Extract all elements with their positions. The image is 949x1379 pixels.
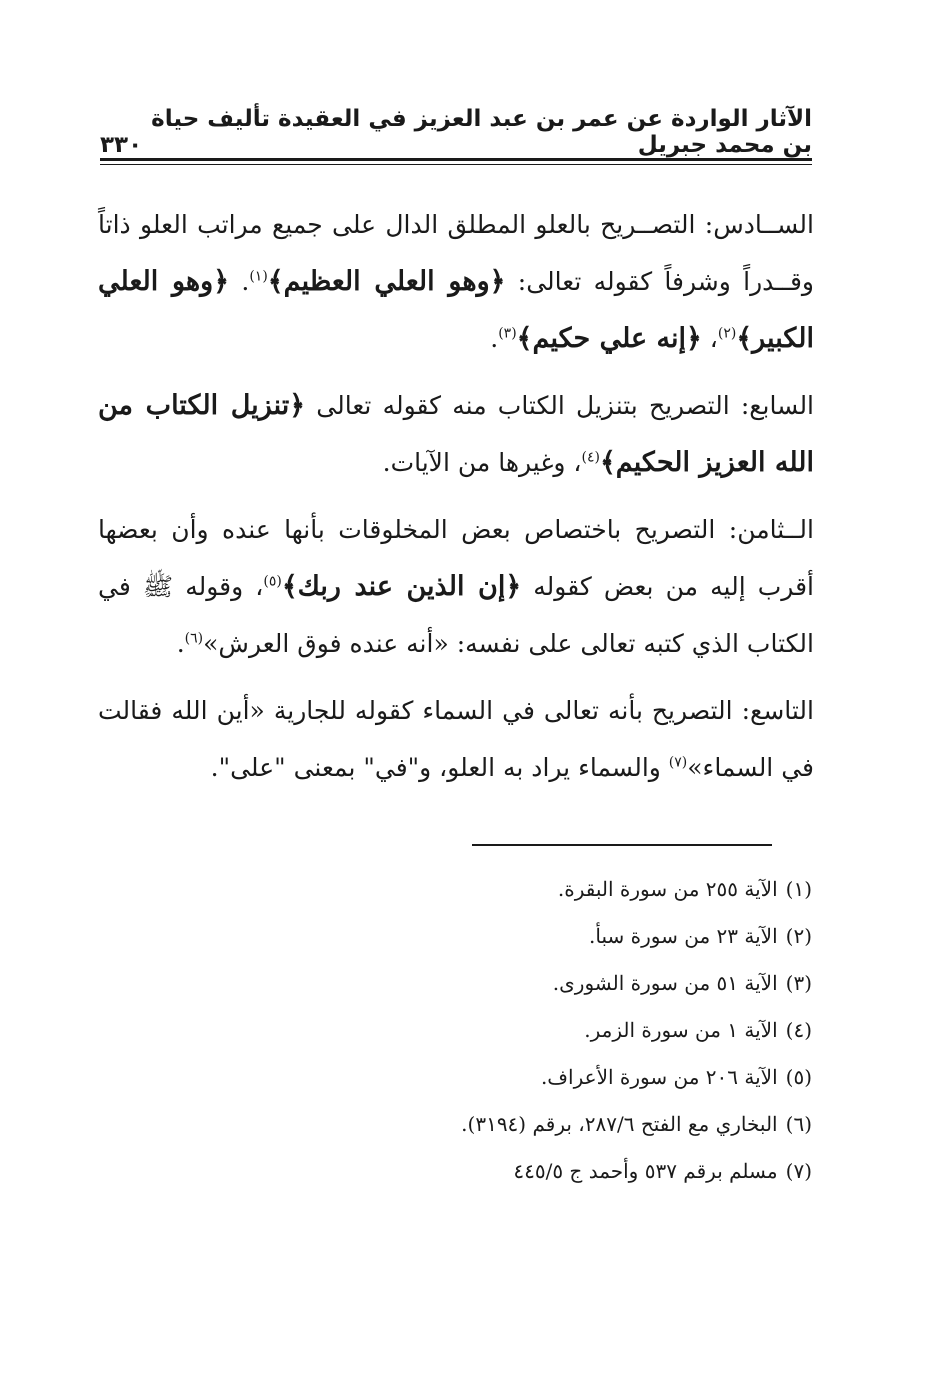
footnotes-list [98, 866, 812, 1195]
paragraph-text: السابع: التصريح بتنزيل الكتاب منه كقوله تعالى [305, 391, 815, 420]
paragraph-text: ، وغيرها من الآيات. [382, 448, 582, 477]
header-title: الآثار الواردة عن عمر بن عبد العزيز في العقيدة تأليف حياة بن محمد جبريل [151, 106, 812, 158]
footnote-number: (٢) [785, 924, 812, 948]
footnote-number: (٥) [785, 1065, 812, 1089]
running-header [100, 106, 812, 158]
footnote-number: (٦) [785, 1112, 812, 1136]
quran-quote: ﴿تنزيل الكتاب من الله العزيز الحكيم﴾ [98, 390, 814, 478]
paragraph-eighth [98, 501, 814, 672]
footnote-number: (٧) [785, 1159, 812, 1183]
footnote-number: (١) [785, 877, 812, 901]
quran-quote: ﴿إنه علي حكيم﴾ [516, 323, 702, 354]
header-rule-thick [100, 158, 812, 161]
footnote-item [98, 960, 812, 1007]
paragraph-seventh [98, 377, 814, 491]
footnote-item [98, 866, 812, 913]
quran-quote: ﴿وهو العلي العظيم﴾ [267, 266, 506, 297]
footnote-text: الآية ٢٣ من سورة سبأ. [589, 924, 778, 948]
header-rule-thin [100, 164, 812, 165]
footnote-item [98, 1007, 812, 1054]
quran-quote: ﴿وهو العلي الكبير﴾ [98, 266, 814, 354]
footnote-item [98, 1054, 812, 1101]
paragraph-text: . [176, 629, 185, 658]
paragraph-text: والسماء يراد به العلو، و"في" بمعنى "على". [210, 753, 669, 782]
paragraph-text: الســادس: التصــريح بالعلو المطلق الدال على جميع مراتب العلو ذاتاً وقــدراً وشرفاً كقوله تعالى: [98, 210, 814, 296]
paragraph-text: ، [701, 324, 718, 353]
footnote-ref: (٣) [498, 325, 517, 342]
footnote-number: (٤) [785, 1018, 812, 1042]
footnote-item [98, 1101, 812, 1148]
main-text [98, 196, 814, 796]
paragraph-text: . [229, 267, 250, 296]
footnote-ref: (٦) [184, 630, 204, 647]
paragraph-text: الــثامن: التصريح باختصاص بعض المخلوقات بأنها عنده وأن بعضها أقرب إليه من بعض كقوله [98, 515, 814, 601]
footnote-item [98, 913, 812, 960]
page-number: ٣٣٠ [100, 132, 143, 158]
paragraph-sixth [98, 196, 814, 367]
paragraph-text: . [490, 324, 499, 353]
paragraph-text: التاسع: التصريح بأنه تعالى في السماء كقوله للجارية «أين الله فقالت في السماء» [98, 696, 814, 782]
footnote-ref: (٤) [581, 449, 600, 466]
footnote-item [98, 1148, 812, 1195]
footnote-text: الآية ١ من سورة الزمر. [584, 1018, 778, 1042]
paragraph-text: ، وقوله ﷺ في الكتاب الذي كتبه تعالى على نفسه: «أنه عنده فوق العرش» [98, 572, 814, 658]
footnote-ref: (١) [249, 268, 268, 285]
footnote-number: (٣) [785, 971, 812, 995]
footnote-text: مسلم برقم ٥٣٧ وأحمد ج ٤٤٥/٥ [513, 1159, 778, 1183]
footnote-text: الآية ٢٥٥ من سورة البقرة. [557, 877, 778, 901]
footnote-text: البخاري مع الفتح ٢٨٧/٦، برقم (٣١٩٤). [461, 1112, 778, 1136]
footnote-text: الآية ٢٠٦ من سورة الأعراف. [540, 1065, 778, 1089]
paragraph-ninth [98, 682, 814, 796]
footnote-text: الآية ٥١ من سورة الشورى. [552, 971, 778, 995]
footnote-ref: (٧) [668, 754, 688, 771]
footnote-ref: (٥) [263, 573, 282, 590]
quran-quote: ﴿إن الذين عند ربك﴾ [281, 571, 522, 602]
footnote-separator [472, 844, 772, 846]
footnote-ref: (٢) [717, 325, 737, 342]
